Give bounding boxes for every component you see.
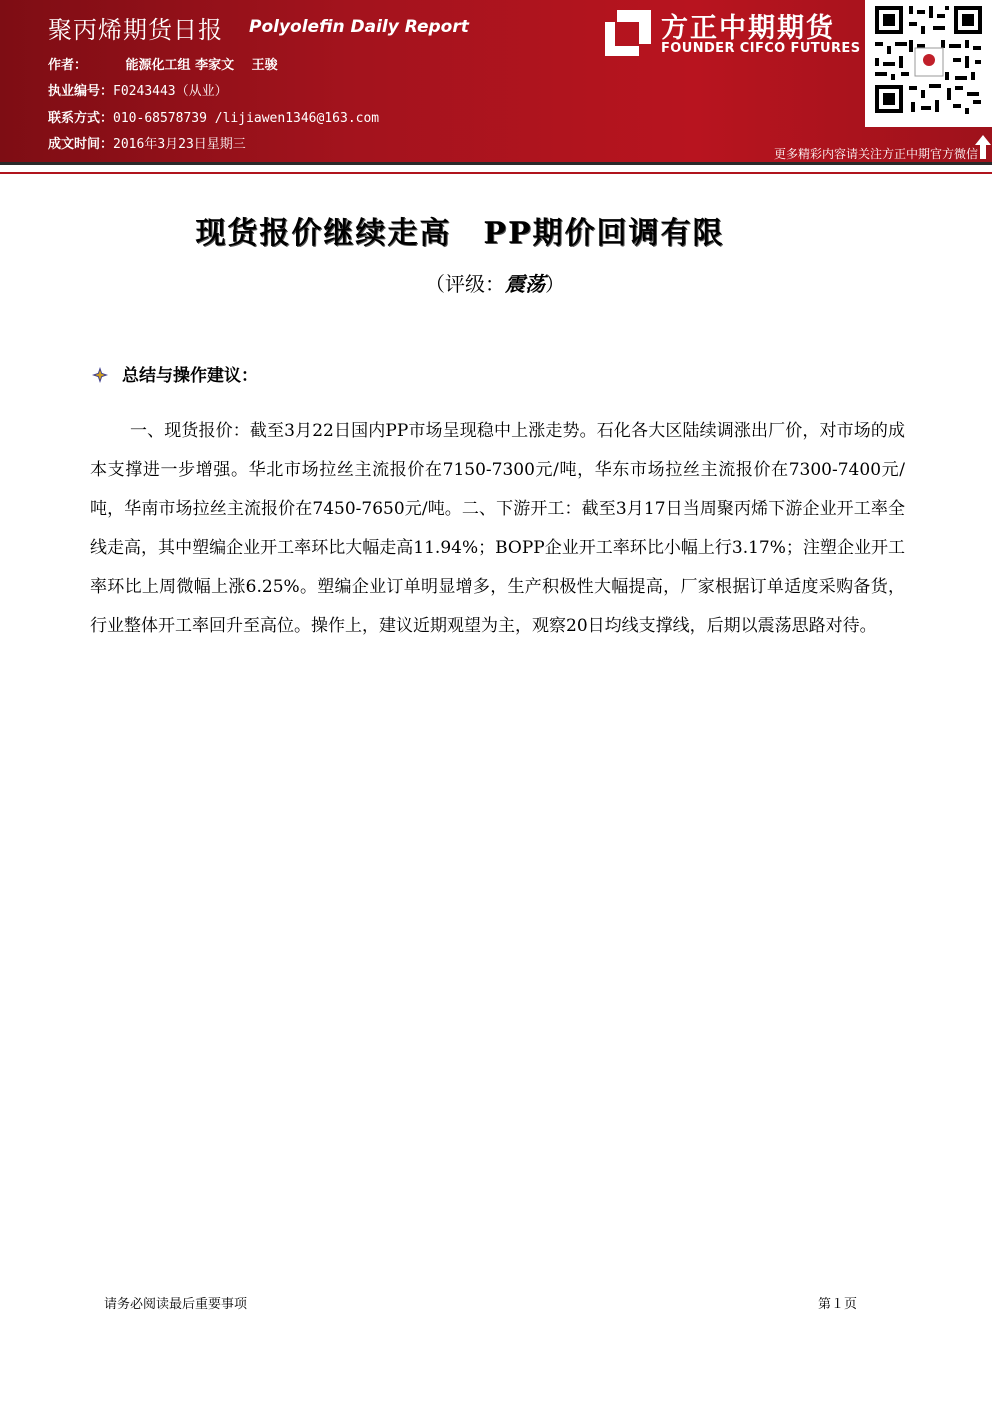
date-label: 成文时间： [48,137,114,152]
header-divider [0,162,992,165]
contact-row [48,107,379,126]
report-title-en: Polyolefin Daily Report [249,17,469,37]
bullet-icon [92,367,108,383]
author-value: 能源化工组 李家文 王骏 [125,58,278,73]
qr-code-icon [865,0,992,127]
logo-text-en: FOUNDER CIFCO FUTURES [661,41,861,56]
wechat-follow-note: 更多精彩内容请关注方正中期官方微信 [773,147,978,161]
rating-open: （评级： [425,272,505,296]
section-heading [92,361,258,386]
summary-paragraph: 一、现货报价：截至3月22日国内PP市场呈现稳中上涨走势。石化各大区陆续调涨出厂价，对市场的成本支撑进一步增强。华北市场拉丝主流报价在7150-7300元/吨，华东市场拉丝主流报价在7300-7400元/吨，华南市场拉丝主流报价在7450-7650元/吨。二、下游开工：截至3月17日当周聚丙烯下游企业开工率全线走高，其中塑编企业开工率环比大幅走高11.94%；BOPP企业开工率环比小幅上行3.17%；注塑企业开工率环比上周微幅上涨6.25%。塑编企业订单明显增多，生产积极性大幅提高，厂家根据订单适度采购备货，行业整体开工率回升至高位。操作上，建议近期观望为主，观察20日均线支撑线，后期以震荡思路对待。 [90,421,905,636]
contact-label: 联系方式： [48,111,114,126]
license-row [48,80,228,99]
author-label: 作者： [48,58,88,73]
up-arrow-icon [974,134,992,160]
footer-notice: 请务必阅读最后重要事项 [104,1297,248,1312]
author-row [48,54,278,73]
date-row [48,133,246,152]
rating [0,268,990,297]
page-number: 第１页 [818,1297,858,1312]
logo-text-cn: 方正中期期货 [661,13,835,44]
report-title: 聚丙烯期货日报 [48,16,223,44]
article-title: 现货报价继续走高 PP期价回调有限 [195,216,725,251]
section-heading-text: 总结与操作建议： [122,366,258,386]
date-value: 2016年3月23日星期三 [113,137,246,152]
contact-value[interactable]: 010-68578739 /lijiawen1346@163.com [113,111,380,126]
header-divider-red [0,172,992,174]
wechat-qr-code[interactable] [865,0,992,127]
license-label: 执业编号： [48,84,114,99]
rating-value: 震荡 [505,272,545,296]
report-header [0,0,992,162]
founder-logo-icon [603,8,653,58]
license-value: F0243443（从业） [113,84,228,99]
company-logo [603,6,861,60]
rating-close: ） [545,272,565,296]
